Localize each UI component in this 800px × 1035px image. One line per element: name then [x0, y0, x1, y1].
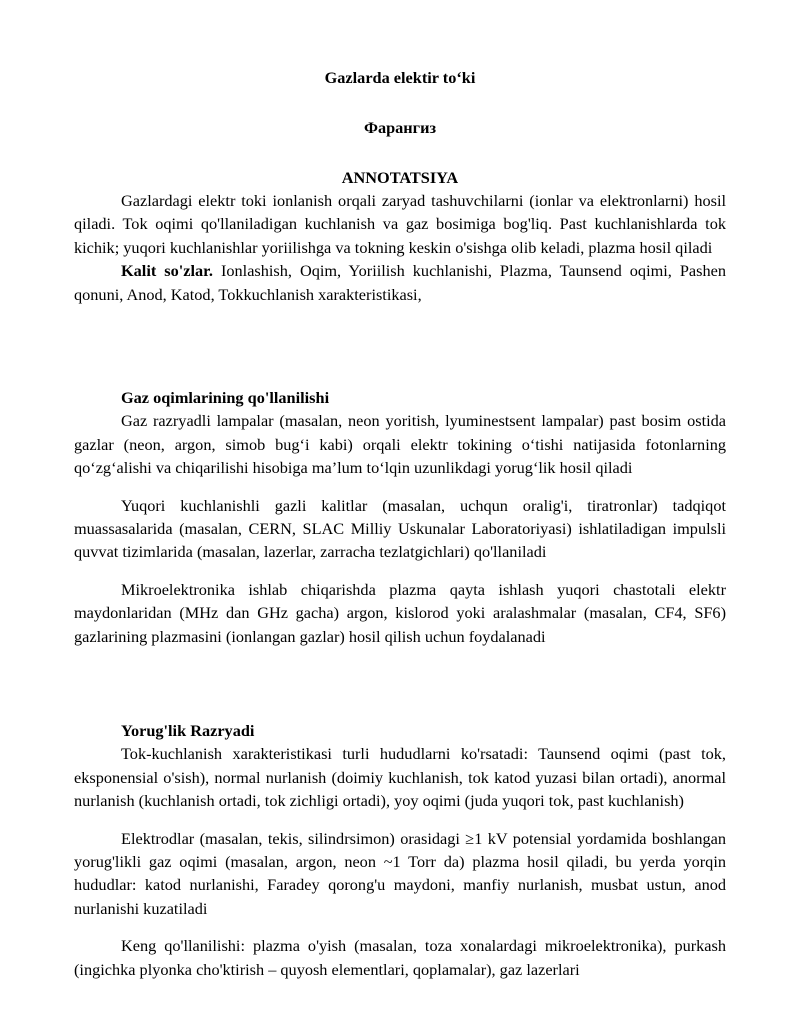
keywords-paragraph — [74, 259, 726, 306]
paragraph: Keng qo'llanilishi: plazma o'yish (masalan, toza xonalardagi mikroelektronika), purkash (ingichka plyonka cho'ktirish – quyosh elementlari, qoplamalar), gaz lazerlari — [74, 936, 726, 979]
keywords-text: Ionlashish, Oqim, Yoriilish kuchlanishi, Plazma, Taunsend oqimi, Pashen qonuni, Anod, Katod, Tokkuchlanish xarakteristikasi, — [74, 261, 726, 304]
section-heading: Gaz oqimlarining qo'llanilishi — [121, 388, 330, 407]
section-glow-discharge — [74, 719, 726, 981]
keywords-label: Kalit so'zlar. — [121, 261, 213, 281]
section-heading: Yorug'lik Razryadi — [121, 721, 255, 740]
annotation-heading: ANNOTATSIYA — [341, 168, 459, 187]
paragraph: Mikroelektronika ishlab chiqarishda plazma qayta ishlash yuqori chastotali elektr maydonlaridan (MHz dan GHz gacha) argon, kislorod yoki aralashmalar (masalan, CF4, SF6) gazlarining plazmasini (ionlangan gazlar) hosil qilish uchun foydalanadi — [74, 579, 726, 646]
annotation-block — [74, 189, 726, 306]
paragraph: Gaz razryadli lampalar (masalan, neon yoritish, lyuminestsent lampalar) past bosim ostida gazlar (neon, argon, simob bug‘i kabi) orqali elektr tokining o‘tishi natijasida fotonlarning qo‘zg‘alishi va chiqarilishi hisobiga ma’lum to‘lqin uzunlikdagi yorug‘lik hosil qiladi — [74, 411, 726, 478]
document-title: Gazlarda elektir to‘ki — [324, 68, 476, 87]
paragraph: Tok-kuchlanish xarakteristikasi turli hududlarni ko'rsatadi: Taunsend oqimi (past tok, eksponensial o'sish), normal nurlanish (doimiy kuchlanish, tok katod yuzasi bilan ortadi), anormal nurlanish (kuchlanish ortadi, tok zichligi ortadi), yoy oqimi (juda yuqori tok, past kuchlanish) — [74, 744, 726, 811]
paragraph: Yuqori kuchlanishli gazli kalitlar (masalan, uchqun oralig'i, tiratronlar) tadqiqot muassasalarida (masalan, CERN, SLAC Milliy Uskunalar Laboratoriyasi) ishlatiladigan impulsli quvvat tizimlarida (masalan, lazerlar, zarracha tezlatgichlari) qo'llaniladi — [74, 495, 726, 562]
paragraph: Elektrodlar (masalan, tekis, silindrsimon) orasidagi ≥1 kV potensial yordamida boshlangan yorug'likli gaz oqimi (masalan, argon, neon ~1 Torr da) plazma hosil qiladi, bu yerda yorqin hududlar: katod nurlanishi, Faradey qorong'u maydoni, manfiy nurlanish, musbat ustun, anod nurlanishi kuzatiladi — [74, 828, 726, 918]
section-applications — [74, 386, 726, 648]
author-name: Фарангиз — [363, 118, 437, 137]
annotation-text: Gazlardagi elektr toki ionlanish orqali zaryad tashuvchilarni (ionlar va elektronlarni) hosil qiladi. Tok oqimi qo'llaniladigan kuchlanish va gaz bosimiga bog'liq. Past kuchlanishlarda tok kichik; yuqori kuchlanishlar yoriilishga va tokning keskin o'sishga olib keladi, plazma hosil qiladi — [74, 191, 726, 257]
